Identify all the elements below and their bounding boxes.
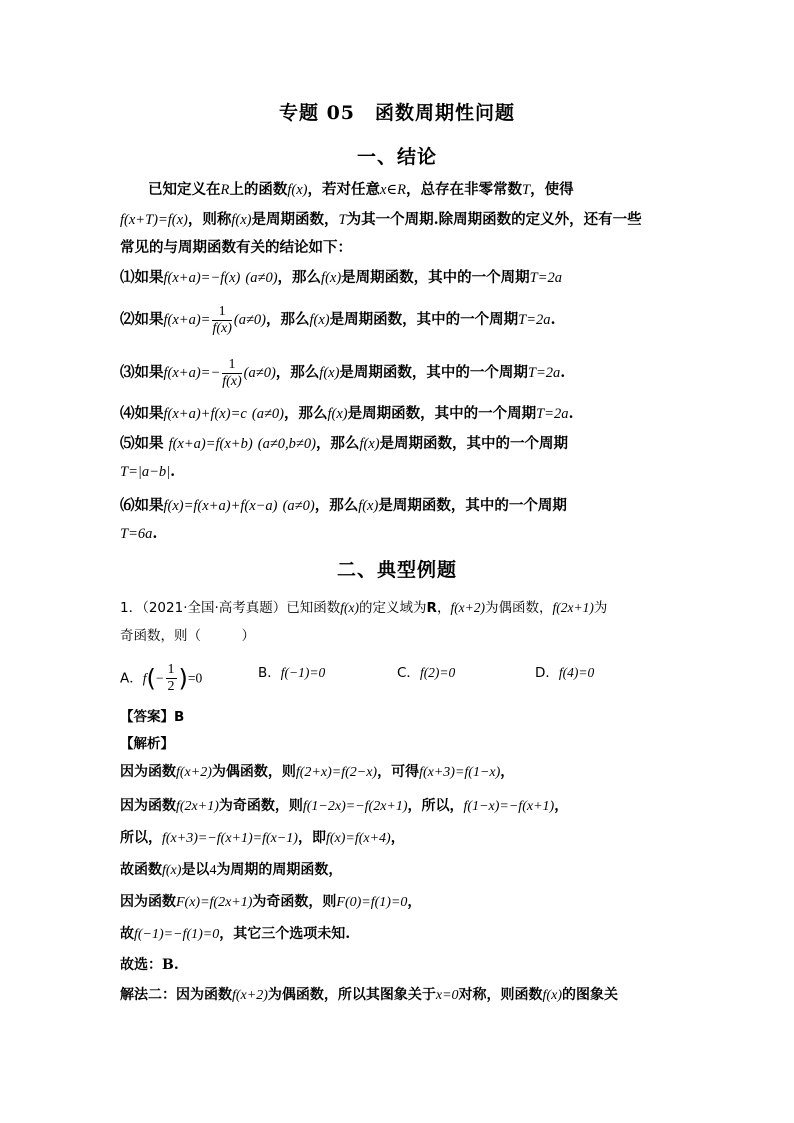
solution-line-7: 故选：B.: [120, 957, 179, 973]
option-d[interactable]: D．f(4)=0: [535, 665, 595, 681]
intro-line-2: f(x+T)=f(x)，则称f(x)是周期函数，T为其一个周期.除周期函数的定义外，还有一些: [120, 211, 642, 228]
conclusion-5: ⑸如果 f(x+a)=f(x+b) (a≠0,b≠0)，那么f(x)是周期函数，其中的一个周期: [120, 435, 569, 452]
conclusion-6-cont: T=6a.: [120, 525, 158, 542]
question-1: 1．（2021·全国·高考真题）已知函数f(x)的定义域为R，f(x+2)为偶函数，f(2x+1)为: [120, 600, 608, 616]
analysis-label: 【解析】: [120, 736, 174, 752]
solution-line-4: 故函数f(x)是以4为周期的周期函数，: [120, 862, 343, 878]
option-b[interactable]: B．f(−1)=0: [258, 665, 326, 681]
solution-line-6: 故f(−1)=−f(1)=0，其它三个选项未知.: [120, 926, 351, 942]
question-1-cont: 奇函数，则（ ）: [120, 628, 255, 644]
option-c[interactable]: C．f(2)=0: [397, 665, 456, 681]
solution-line-5: 因为函数F(x)=f(2x+1)为奇函数，则F(0)=f(1)=0，: [120, 894, 422, 910]
conclusion-2: ⑵如果f(x+a)= $\frac{1}{f(x)}$ (a≠0)，那么f(x)是周期函数，其中的一个周期T=2a.: [120, 303, 556, 336]
section-heading-examples: 二、典型例题: [336, 559, 457, 581]
solution-line-1: 因为函数f(x+2)为偶函数，则f(2+x)=f(2−x)，可得f(x+3)=f(1−x)，: [120, 764, 515, 780]
fraction-1-over-fx: $\frac{1}{f(x)}$: [212, 303, 232, 336]
page-title: 专题 05 函数周期性问题: [278, 102, 516, 124]
conclusion-1: ⑴如果f(x+a)=−f(x) (a≠0)，那么f(x)是周期函数，其中的一个周期T=2a: [120, 269, 563, 286]
fraction-1-over-fx: $\frac{1}{f(x)}$: [222, 356, 242, 389]
conclusion-5-cont: T=|a−b|.: [120, 463, 176, 480]
solution-line-2: 因为函数f(2x+1)为奇函数，则f(1−2x)=−f(2x+1)，所以，f(1−x)=−f(x+1)，: [120, 798, 569, 814]
fraction-half: $\frac{1}{2}$: [167, 662, 175, 694]
answer-label: 【答案】B: [120, 709, 185, 725]
section-heading-conclusions: 一、结论: [356, 146, 437, 168]
option-a[interactable]: A．f(− $\frac{1}{2}$ )=0: [120, 662, 203, 694]
conclusion-6: ⑹如果f(x)=f(x+a)+f(x−a) (a≠0)，那么f(x)是周期函数，其中的一个周期: [120, 497, 567, 514]
solution-line-3: 所以，f(x+3)=−f(x+1)=f(x−1)，即f(x)=f(x+4)，: [120, 830, 405, 846]
solution-line-8: 解法二：因为函数f(x+2)为偶函数，所以其图象关于x=0对称，则函数f(x)的图象关: [120, 987, 618, 1003]
conclusion-4: ⑷如果f(x+a)+f(x)=c (a≠0)，那么f(x)是周期函数，其中的一个周期T=2a.: [120, 405, 574, 422]
intro-line-3: 常见的与周期函数有关的结论如下：: [120, 239, 352, 256]
conclusion-3: ⑶如果f(x+a)=− $\frac{1}{f(x)}$ (a≠0)，那么f(x)是周期函数，其中的一个周期T=2a.: [120, 356, 566, 389]
intro-line-1: 已知定义在R上的函数f(x)，若对任意x∈R，总存在非零常数T，使得: [148, 181, 574, 198]
